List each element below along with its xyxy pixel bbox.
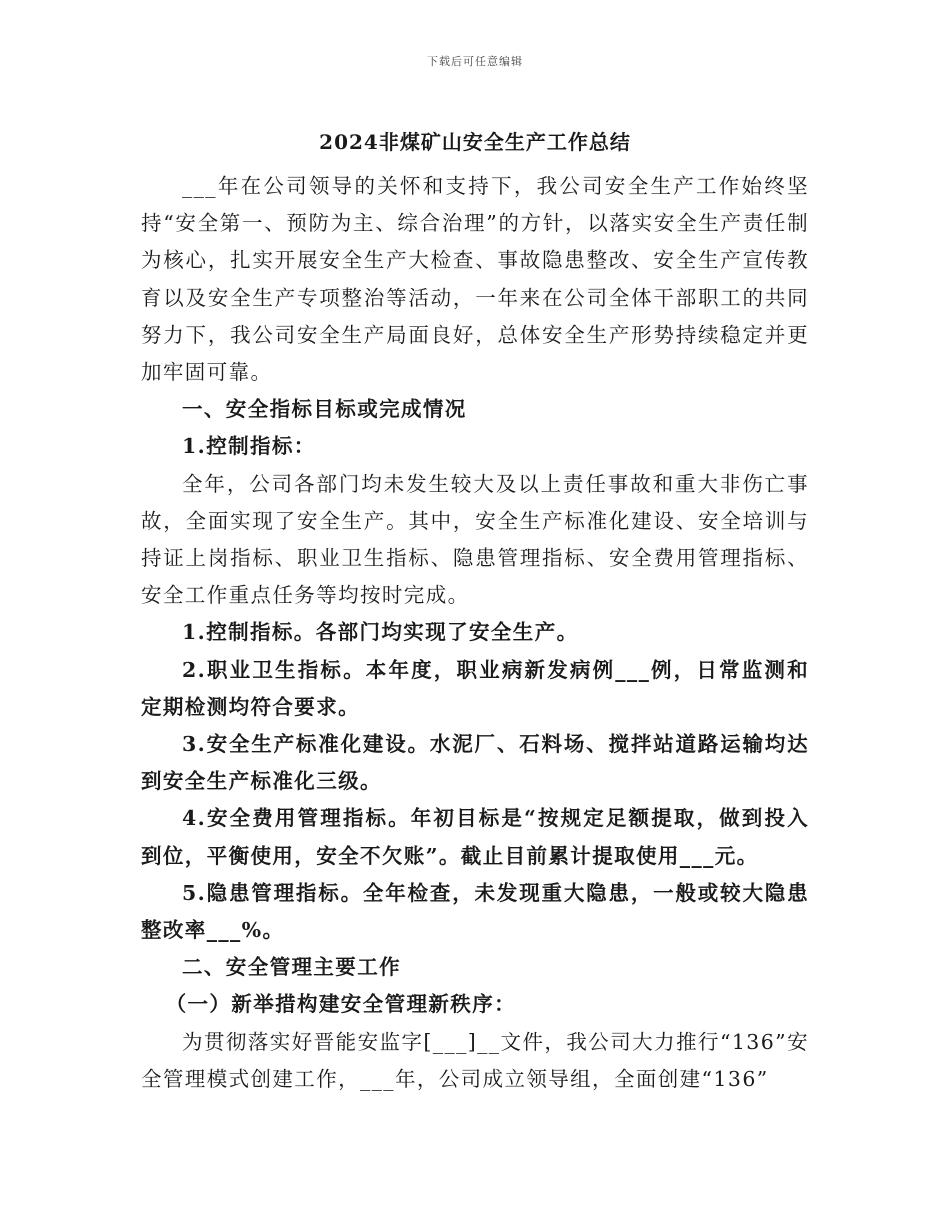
body-paragraph: 全年，公司各部门均未发生较大及以上责任事故和重大非伤亡事故，全面实现了安全生产。其中，安全生产标准化建设、安全培训与持证上岗指标、职业卫生指标、隐患管理指标、安全费用管理指标、安全工作重点任务等均按时完成。 — [141, 471, 809, 608]
subsection-heading-1: （一）新举措构建安全管理新秩序： — [165, 992, 516, 1017]
section-heading-2: 二、安全管理主要工作 — [182, 955, 401, 980]
section-heading-1: 一、安全指标目标或完成情况 — [182, 397, 467, 422]
subheading-control-indicators: 1.控制指标： — [182, 434, 316, 459]
document-title: 2024非煤矿山安全生产工作总结 — [319, 130, 631, 154]
intro-paragraph: ___年在公司领导的关怀和支持下，我公司安全生产工作始终坚持“安全第一、预防为主、综合治理”的方针，以落实安全生产责任制为核心，扎实开展安全生产大检查、事故隐患整改、安全生产宣传教育以及安全生产专项整治等活动，一年来在公司全体干部职工的共同努力下，我公司安全生产局面良好，总体安全生产形势持续稳定并更加牢固可靠。 — [141, 174, 809, 385]
document-body — [141, 168, 809, 1098]
indicator-item-3: 3.安全生产标准化建设。水泥厂、石料场、搅拌站道路运输均达到安全生产标准化三级。 — [141, 732, 809, 794]
body-paragraph: 为贯彻落实好晋能安监字[___]__文件，我公司大力推行“136”安全管理模式创建工作，___年，公司成立领导组，全面创建“136” — [141, 1029, 809, 1091]
header-note: 下载后可任意编辑 — [427, 55, 523, 68]
indicator-item-4: 4.安全费用管理指标。年初目标是“按规定足额提取，做到投入到位，平衡使用，安全不欠账”。截止目前累计提取使用___元。 — [141, 806, 809, 868]
indicator-item-2: 2.职业卫生指标。本年度，职业病新发病例___例，日常监测和定期检测均符合要求。 — [141, 657, 809, 719]
indicator-item-1: 1.控制指标。各部门均实现了安全生产。 — [182, 620, 579, 645]
indicator-item-5: 5.隐患管理指标。全年检查，未发现重大隐患，一般或较大隐患整改率___%。 — [141, 880, 809, 943]
